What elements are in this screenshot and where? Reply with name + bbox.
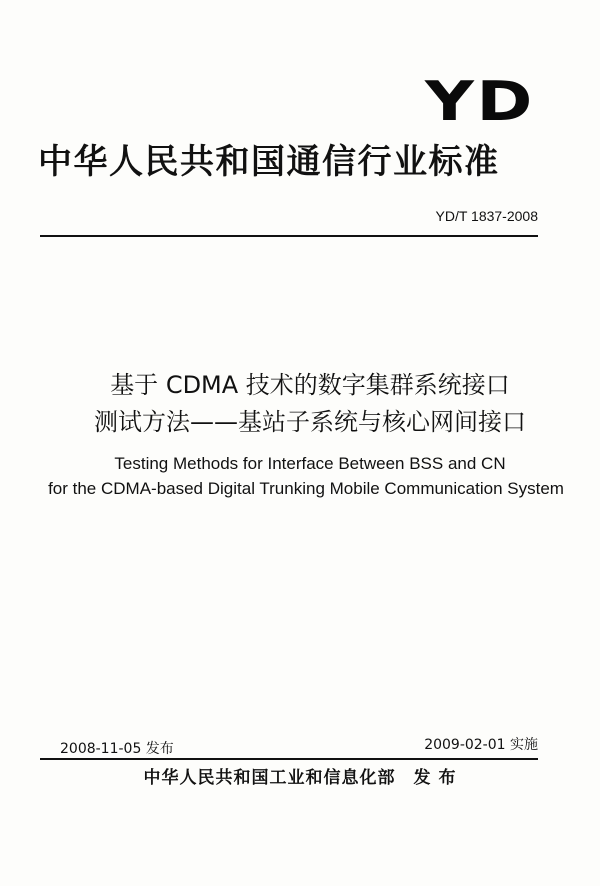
standard-category-title: 中华人民共和国通信行业标准 bbox=[38, 142, 500, 182]
issuer-action: 发 布 bbox=[413, 768, 457, 788]
issuing-authority bbox=[0, 766, 600, 790]
standard-number: YD/T 1837-2008 bbox=[435, 208, 538, 224]
footer-divider bbox=[40, 758, 538, 760]
title-english-line-1: Testing Methods for Interface Between BSS and CN bbox=[114, 454, 506, 473]
yd-logo: YD bbox=[425, 70, 535, 133]
title-chinese-line-1: 基于 CDMA 技术的数字集群系统接口 bbox=[110, 371, 510, 399]
issuer-name: 中华人民共和国工业和信息化部 bbox=[143, 768, 396, 788]
implementation-date: 2009-02-01 实施 bbox=[424, 737, 538, 753]
issue-date: 2008-11-05 发布 bbox=[60, 741, 174, 757]
title-chinese-line-2: 测试方法——基站子系统与核心网间接口 bbox=[94, 408, 526, 436]
header-divider bbox=[40, 235, 538, 237]
title-english-line-2: for the CDMA-based Digital Trunking Mobile Communication System bbox=[48, 479, 564, 498]
